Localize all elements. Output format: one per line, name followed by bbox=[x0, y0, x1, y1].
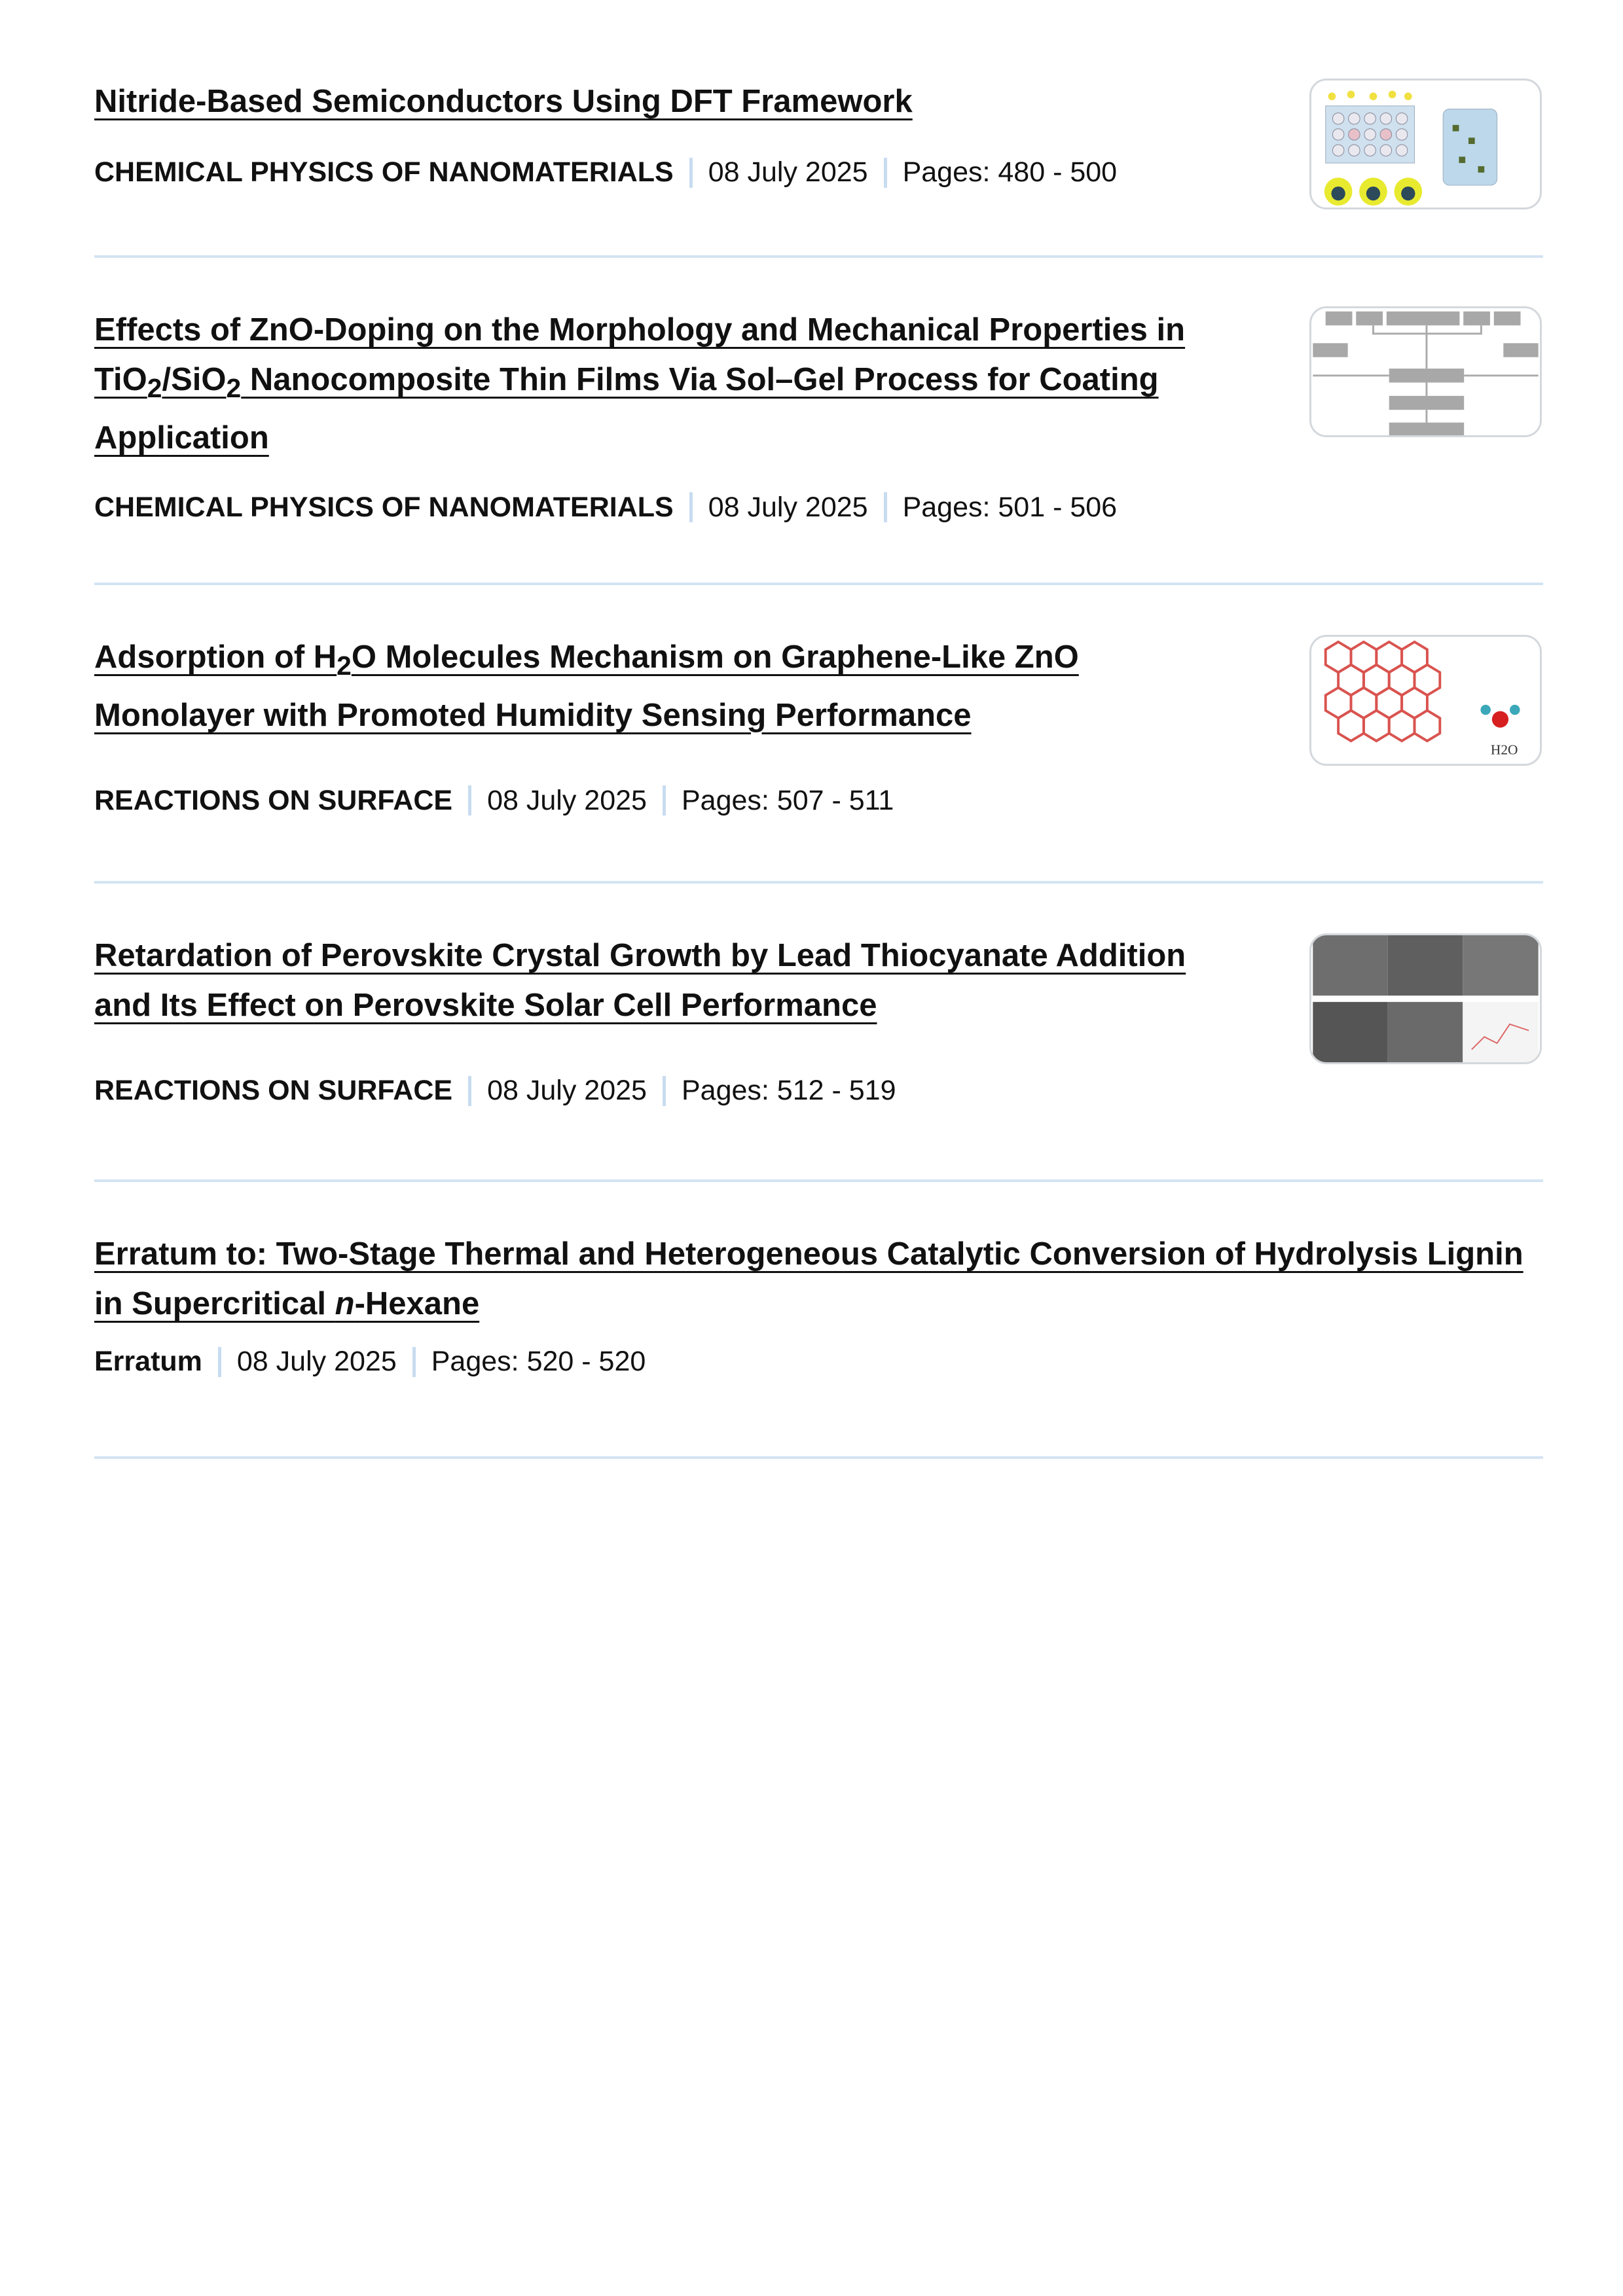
article-title[interactable]: Retardation of Perovskite Crystal Growth by Lead Thiocyanate Addition and Its Effect on Perovskite Solar Cell Performance bbox=[94, 938, 1186, 1023]
meta-divider bbox=[218, 1347, 221, 1377]
article-title-link[interactable] bbox=[94, 931, 1220, 1030]
meta-divider bbox=[412, 1347, 416, 1377]
article-date: 08 July 2025 bbox=[487, 1075, 647, 1106]
meta-divider bbox=[884, 158, 887, 188]
article-meta bbox=[94, 1346, 1543, 1378]
article-meta bbox=[94, 492, 1543, 524]
article-date: 08 July 2025 bbox=[708, 156, 868, 188]
meta-divider bbox=[468, 1076, 471, 1106]
meta-divider bbox=[663, 1076, 666, 1106]
article-thumbnail-sem-micrograph[interactable] bbox=[1309, 933, 1542, 1064]
article-section: CHEMICAL PHYSICS OF NANOMATERIALS bbox=[94, 491, 674, 523]
article-meta bbox=[94, 785, 1543, 817]
article-meta bbox=[94, 1075, 1543, 1107]
article-title[interactable]: Nitride-Based Semiconductors Using DFT Framework bbox=[94, 84, 913, 119]
meta-divider bbox=[663, 785, 666, 816]
thumbnail-label: H2O bbox=[1490, 742, 1518, 758]
article-divider bbox=[94, 881, 1543, 884]
article-divider bbox=[94, 1179, 1543, 1182]
meta-divider bbox=[884, 492, 887, 522]
article-date: 08 July 2025 bbox=[487, 784, 647, 816]
article-pages: Pages: 512 - 519 bbox=[681, 1075, 896, 1106]
article-thumbnail-hexagonal-lattice[interactable] bbox=[1309, 635, 1542, 766]
article-thumbnail-molecular-structure[interactable] bbox=[1309, 79, 1542, 209]
article-title[interactable]: Adsorption of $H_2O$ Molecules Mechanism on Graphene-Like ZnO Monolayer with Promoted Humidity Sensing Performance bbox=[94, 639, 1079, 733]
meta-divider bbox=[468, 785, 471, 816]
article-title-link[interactable] bbox=[94, 77, 1220, 126]
article-section: REACTIONS ON SURFACE bbox=[94, 1075, 453, 1106]
article-pages: Pages: 501 - 506 bbox=[902, 491, 1118, 523]
article-section: CHEMICAL PHYSICS OF NANOMATERIALS bbox=[94, 156, 674, 188]
article-pages: Pages: 507 - 511 bbox=[681, 784, 894, 816]
article-divider bbox=[94, 1456, 1543, 1459]
article-title[interactable]: Effects of ZnO-Doping on the Morphology and Mechanical Properties in TiO$_2$/SiO$_2$ Nanocomposite Thin Films Via Sol–Gel Process for Coating Application bbox=[94, 312, 1186, 456]
article-date: 08 July 2025 bbox=[236, 1346, 397, 1377]
article-pages: Pages: 480 - 500 bbox=[902, 156, 1118, 188]
article-title-link[interactable] bbox=[94, 1229, 1543, 1329]
article-date: 08 July 2025 bbox=[708, 491, 868, 523]
article-title[interactable]: Erratum to: Two-Stage Thermal and Heterogeneous Catalytic Conversion of Hydrolysis Lignin in Supercritical n-Hexane bbox=[94, 1236, 1523, 1321]
article-section: REACTIONS ON SURFACE bbox=[94, 784, 453, 816]
article-divider bbox=[94, 583, 1543, 585]
article-thumbnail-process-flowchart[interactable] bbox=[1309, 306, 1542, 437]
article-section: Erratum bbox=[94, 1346, 202, 1377]
article-item bbox=[94, 1229, 1543, 1378]
article-divider bbox=[94, 255, 1543, 258]
article-title-link[interactable] bbox=[94, 305, 1220, 463]
article-pages: Pages: 520 - 520 bbox=[431, 1346, 646, 1377]
article-title-link[interactable] bbox=[94, 632, 1220, 740]
meta-divider bbox=[689, 158, 693, 188]
meta-divider bbox=[689, 492, 693, 522]
